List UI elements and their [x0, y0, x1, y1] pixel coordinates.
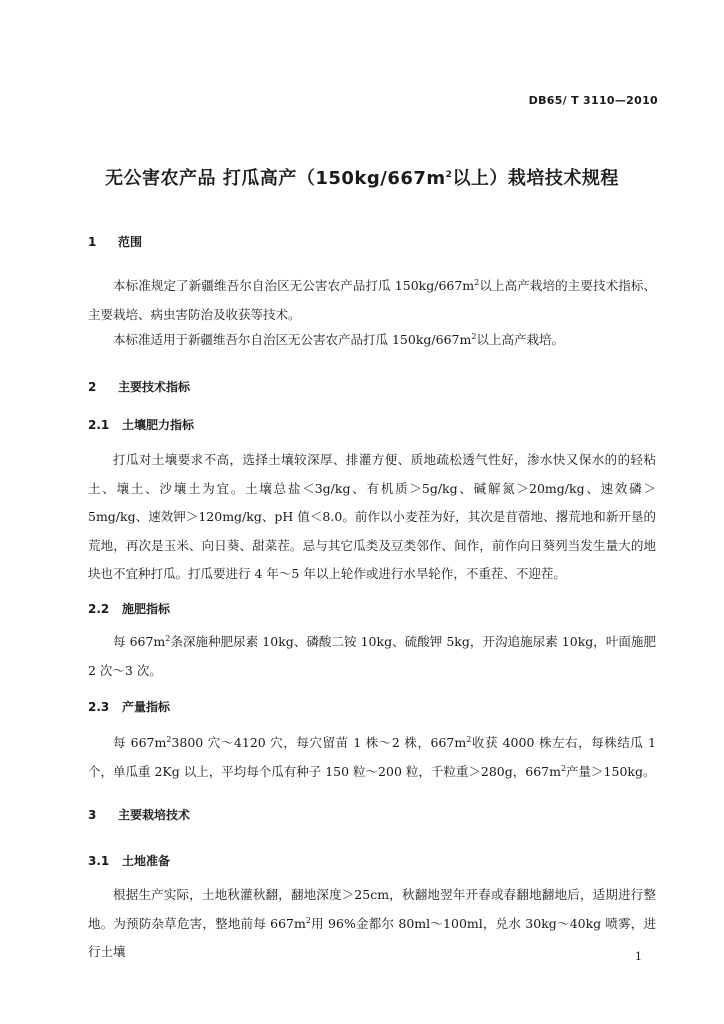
title-text-part1: 无公害农产品 打瓜高产（150kg/667m: [105, 168, 446, 189]
section-title: 主要技术指标: [118, 380, 191, 394]
text-run: 每 667m: [113, 735, 167, 750]
section-number: 1: [88, 235, 97, 249]
section-heading-2-3: [88, 698, 170, 715]
superscript: 2: [305, 915, 311, 925]
section-number: 2.2: [88, 602, 110, 616]
section-number: 2.1: [88, 418, 110, 432]
paragraph-yield: [88, 729, 656, 786]
paragraph-land-preparation: [88, 881, 656, 967]
section-title: 主要栽培技术: [118, 808, 191, 822]
section-number: 3.1: [88, 854, 110, 868]
superscript: 2: [466, 734, 472, 744]
section-heading-2-2: [88, 600, 170, 617]
section-title: 施肥指标: [122, 602, 171, 616]
superscript: 2: [166, 734, 172, 744]
text-run: 每 667m: [113, 634, 166, 649]
text-run: 条深施种肥尿素 10kg、磷酸二铵 10kg、硫酸钾 5kg，开沟追施尿素 10kg，叶面施肥 2 次～3 次。: [88, 634, 657, 678]
section-title: 土地准备: [122, 854, 171, 868]
superscript: 2: [165, 633, 171, 643]
text-run: 3800 穴～4120 穴，每穴留苗 1 株～2 株，667m: [171, 735, 467, 750]
superscript: 2: [560, 763, 567, 773]
paragraph-soil-fertility: 打瓜对土壤要求不高，选择土壤较深厚、排灌方便、质地疏松透气性好，渗水快又保水的的轻粘土、壤土、沙壤土为宜。土壤总盐＜3g/kg、有机质＞5g/kg、碱解氮＞20mg/kg、速效磷＞5mg/kg、速效钾＞120mg/kg、pH 值＜8.0。前作以小麦茬为好，其次是苜蓿地、撂荒地和新开垦的荒地，再次是玉米、向日葵、甜菜茬。忌与其它瓜类及豆类邻作、间作，前作向日葵列当发生量大的地块也不宜种打瓜。打瓜要进行 4 年～5 年以上轮作或进行水旱轮作，不重茬、不迎茬。: [88, 452, 656, 581]
section-title: 范围: [118, 235, 143, 249]
text-run: 用 96%金都尔 80ml～100ml，兑水 30kg～40kg 喷雾，进行土壤: [88, 915, 656, 959]
text-run: 以上高产栽培的主要技术指标、主要栽培、病虫害防治及收获等技术。: [88, 278, 656, 322]
section-number: 2: [88, 380, 97, 394]
text-run: 以上高产栽培。: [476, 332, 564, 347]
section-number: 2.3: [88, 700, 110, 714]
section-number: 3: [88, 808, 97, 822]
paragraph-scope-2: [88, 326, 656, 355]
title-superscript: 2: [445, 170, 453, 180]
section-heading-2-1: [88, 416, 194, 433]
text-run: 本标准适用于新疆维吾尔自治区无公害农产品打瓜 150kg/667m: [113, 332, 472, 347]
text-run: 收获 4000 株左右，每株结瓜 1 个，单瓜重 2Kg 以上，平均每个瓜有种子 150 粒～200 粒，千粒重＞280g，667m: [88, 735, 657, 779]
paragraph-fertilization: [88, 628, 656, 685]
text-run: 根据生产实际，土地秋灌秋翻，翻地深度＞25cm，秋翻地翌年开春或春翻地翻地后，适期进行整地。为预防杂草危害，整地前每 667m: [88, 887, 656, 931]
standard-code: DB65/ T 3110—2010: [528, 94, 658, 107]
page-number: 1: [635, 950, 642, 963]
section-title: 产量指标: [122, 700, 171, 714]
title-text-part2: 以上）栽培技术规程: [452, 168, 619, 189]
paragraph-scope-1: [88, 272, 656, 329]
superscript: 2: [471, 331, 477, 341]
section-heading-1: [88, 233, 142, 250]
text-run: 产量＞150kg。: [566, 763, 656, 779]
superscript: 2: [474, 277, 480, 287]
section-heading-3-1: [88, 852, 170, 869]
section-heading-3: [88, 806, 190, 823]
text-run: 本标准规定了新疆维吾尔自治区无公害农产品打瓜 150kg/667m: [113, 278, 475, 293]
document-title: [0, 164, 724, 190]
section-heading-2: [88, 378, 190, 395]
section-title: 土壤肥力指标: [122, 418, 195, 432]
